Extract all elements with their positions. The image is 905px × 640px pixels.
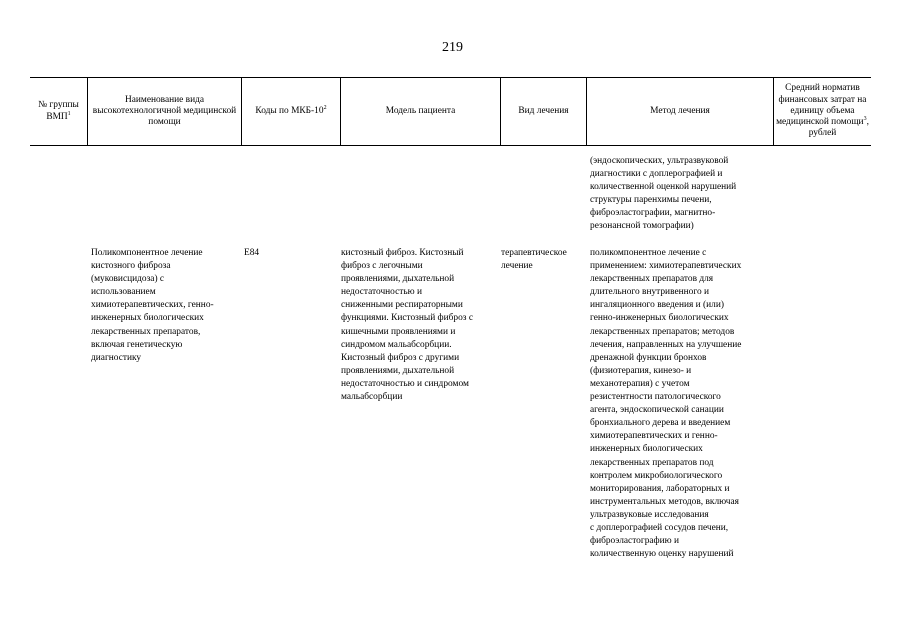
table-header (30, 77, 871, 146)
row-care-type-name: Поликомпонентное лечение кистозного фиброза (муковисцидоза) с использованием химиотерапевтических, генно- инженерных биологических лекарственных препаратов, включая генетическую диагностику (91, 248, 214, 363)
method-continuation: (эндоскопических, ультразвуковой диагностики с доплерографией и количественной оценкой нарушений структуры паренхимы печени, фиброэластографии, магнитно- резонансной томографии) (590, 156, 737, 232)
header-cost-standard: Средний норматив финансовых затрат на единицу объема медицинской помощи$^3$, рублей (773, 78, 871, 145)
header-treatment-type: Вид лечения (500, 78, 586, 145)
row-icd-code: E84 (244, 248, 260, 258)
header-icd-codes: Коды по МКБ-$10^2$ (241, 78, 340, 145)
row-patient-model: кистозный фиброз. Кистозный фиброз с легочными проявлениями, дыхательной недостаточностью и сниженными респираторными функциями. Кистозный фиброз с кишечными проявлениями и синдромом мальабсорбции. Кистозный фиброз с другими проявлениями, дыхательной недостаточностью и синдромом мальабсорбции (341, 248, 474, 403)
header-group-number: № группы ВМП$^1$ (38, 100, 79, 122)
row-treatment-type: терапевтическое лечение (501, 248, 567, 272)
header-treatment-method: Метод лечения (586, 78, 773, 145)
row-treatment-method: поликомпонентное лечение с применением: химиотерапевтических лекарственных препаратов для длительного внутривенного и ингаляционного введения и (или) генно-инженерных биологических лекарственных препаратов; методов лечения, направленных на улучшение дренажной функции бронхов (физиотерапия, кинезо- и механотерапия) с учетом резистентности патологического агента, эндоскопической санации бронхиального дерева и введением химиотерапевтических и генно- инженерных биологических лекарственных препаратов под контролем микробиологического мониторирования, лабораторных и инструментальных методов, включая ультразвуковые исследования с доплерографией сосудов печени, фиброэластографию и количественную оценку нарушений (590, 248, 742, 560)
header-patient-model: Модель пациента (340, 78, 500, 145)
page-number: 219 (442, 40, 463, 55)
header-care-type: Наименование вида высокотехнологичной медицинской помощи (87, 78, 241, 145)
